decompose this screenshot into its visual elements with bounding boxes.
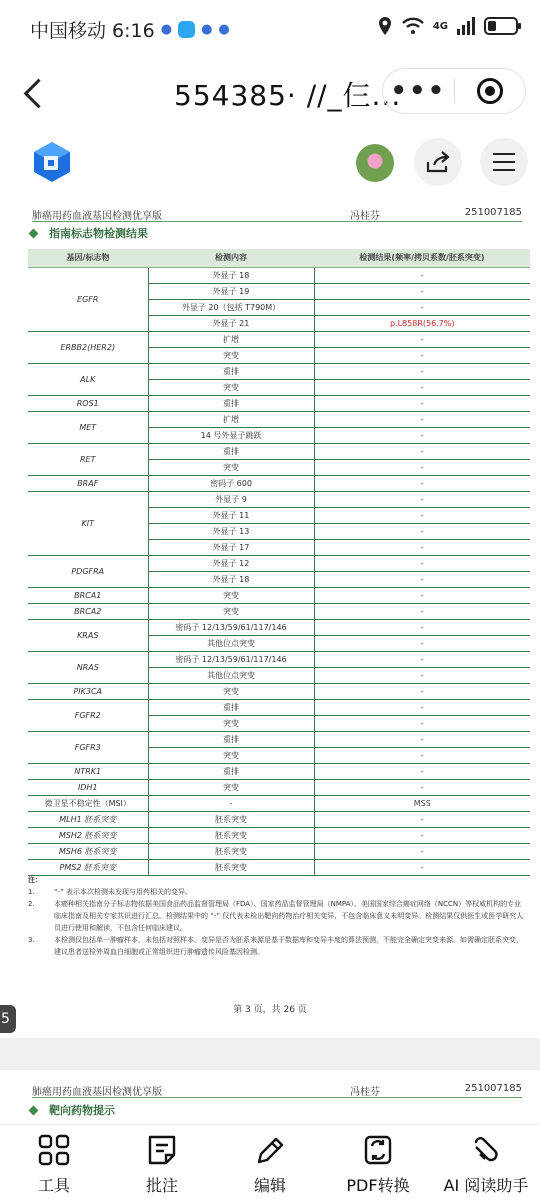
test-content-cell: 突变 [148, 603, 314, 619]
signal-icon [456, 17, 476, 35]
table-row [28, 267, 530, 283]
test-content-cell: 外显子 17 [148, 539, 314, 555]
note-item: 1. “-” 表示本次检测未发现与用药相关的变异。 [28, 888, 193, 896]
back-button[interactable] [18, 72, 50, 112]
note-item: 2. 本癌种相关指南分子标志物依据美国食品药品监督管理局（FDA）、国家药品监督管理局（NMPA）、美国国家综合癌症网络（NCCN）等权威机构的专业临床指南及相关专家共识进行汇总。检测结果中的 “-” 仅代表未检出靶向药物治疗相关变异，不包含临床意义未明变异。检测结果仅供医生或医学研究人员进行使用和解读，不包含任何临床建议。 [28, 900, 524, 932]
table-row [28, 395, 530, 411]
test-result-cell: p.L858R(56.7%) [314, 315, 530, 331]
test-content-cell: 重排 [148, 363, 314, 379]
test-content-cell: 胚系突变 [148, 859, 314, 875]
test-content-cell: 重排 [148, 731, 314, 747]
test-result-cell: - [314, 555, 530, 571]
gene-name-cell: NTRK1 [28, 763, 148, 779]
table-row [28, 779, 530, 795]
test-result-cell: - [314, 571, 530, 587]
tools-button[interactable]: 工具 [0, 1125, 108, 1200]
carrier-time: 中国移动 6:16 [30, 20, 155, 42]
gene-name-cell: KRAS [28, 619, 148, 651]
more-options-button[interactable]: ••• [390, 76, 447, 106]
test-result-cell: - [314, 443, 530, 459]
test-content-cell: 重排 [148, 395, 314, 411]
test-result-cell: - [314, 411, 530, 427]
test-content-cell: 其他位点突变 [148, 635, 314, 651]
share-button[interactable] [414, 138, 462, 186]
document-title: 554385· ∕∕_仨... [174, 79, 402, 112]
message-app-icon [178, 21, 195, 38]
close-miniprogram-button[interactable] [455, 78, 526, 104]
table-row [28, 443, 530, 459]
test-result-cell: - [314, 523, 530, 539]
grid-icon [36, 1133, 72, 1167]
test-content-cell: 扩增 [148, 331, 314, 347]
table-row [28, 699, 530, 715]
gene-name-cell: BRCA1 [28, 587, 148, 603]
gene-name-cell: EGFR [28, 267, 148, 331]
test-content-cell: 外显子 19 [148, 283, 314, 299]
table-row [28, 603, 530, 619]
test-result-cell: - [314, 427, 530, 443]
gene-name-cell: BRAF [28, 475, 148, 491]
target-icon [477, 78, 503, 104]
marker-results-table [28, 249, 530, 876]
test-result-cell: - [314, 491, 530, 507]
test-result-cell: - [314, 715, 530, 731]
test-result-cell: - [314, 699, 530, 715]
section-title: 指南标志物检测结果 [30, 225, 148, 241]
test-result-cell: - [314, 651, 530, 667]
gene-name-cell: 微卫星不稳定性（MSI） [28, 795, 148, 811]
mini-program-capsule [382, 68, 526, 114]
gene-name-cell: ALK [28, 363, 148, 395]
gene-name-cell: ERBB2(HER2) [28, 331, 148, 363]
notes-heading: 注： [28, 876, 42, 884]
test-content-cell: 密码子 12/13/59/61/117/146 [148, 651, 314, 667]
gene-name-cell: RET [28, 443, 148, 475]
hamburger-icon [493, 153, 515, 171]
paw-notification-icon: ● [218, 22, 230, 37]
pdf-convert-icon [360, 1133, 396, 1167]
test-content-cell: 外显子 13 [148, 523, 314, 539]
title-bar [0, 58, 540, 126]
diamond-icon [29, 1105, 39, 1115]
table-header-row [28, 249, 530, 267]
page-edge-tab[interactable]: 5 [0, 1005, 16, 1033]
column-header: 检测内容 [148, 249, 314, 267]
gene-name-cell: IDH1 [28, 779, 148, 795]
table-row [28, 475, 530, 491]
report-title: 肺癌用药血液基因检测优享版 [32, 211, 162, 222]
report-id: 251007185 [464, 207, 522, 218]
gene-name-cell: MSH6 胚系突变 [28, 843, 148, 859]
gene-name-cell: PDGFRA [28, 555, 148, 587]
test-content-cell: 胚系突变 [148, 827, 314, 843]
table-row [28, 731, 530, 747]
paw-notification-icon: ● [201, 22, 213, 37]
test-result-cell: - [314, 539, 530, 555]
test-result-cell: - [314, 843, 530, 859]
bottom-toolbar [0, 1124, 540, 1200]
table-row [28, 763, 530, 779]
user-avatar[interactable] [356, 144, 394, 182]
app-toolbar [0, 126, 540, 200]
report-id: 251007185 [464, 1083, 522, 1094]
edit-button[interactable]: 编辑 [216, 1125, 324, 1200]
test-result-cell: - [314, 507, 530, 523]
gene-name-cell: KIT [28, 491, 148, 555]
notes-section [28, 874, 528, 958]
gene-name-cell: NRAS [28, 651, 148, 683]
pdf-convert-button[interactable]: PDF转换 [324, 1125, 432, 1200]
test-result-cell: - [314, 779, 530, 795]
test-result-cell: - [314, 859, 530, 875]
test-content-cell: 外显子 12 [148, 555, 314, 571]
test-result-cell: - [314, 475, 530, 491]
test-result-cell: - [314, 763, 530, 779]
column-header: 检测结果(频率/拷贝系数/胚系突变) [314, 249, 530, 267]
table-row [28, 619, 530, 635]
test-result-cell: - [314, 459, 530, 475]
gene-name-cell: MLH1 胚系突变 [28, 811, 148, 827]
note-item: 3. 本检测仅包括单一肿瘤样本，未包括对照样本。变异是否为胚系来源是基于数据库和变异丰度的算法预测，不能完全确定突变来源。如需确定胚系突变，建议患者送检外周血白细胞或正常组织进行肿瘤遗传风险基因检测。 [28, 936, 523, 956]
gene-name-cell: MET [28, 411, 148, 443]
patient-name: 冯桂芬 [350, 211, 380, 222]
test-result-cell: - [314, 587, 530, 603]
test-content-cell: 外显子 11 [148, 507, 314, 523]
page-number: 第 3 页，共 26 页 [233, 1005, 307, 1015]
annotate-button[interactable]: 批注 [108, 1125, 216, 1200]
test-content-cell: 重排 [148, 699, 314, 715]
test-result-cell: - [314, 379, 530, 395]
test-result-cell: - [314, 811, 530, 827]
table-row [28, 491, 530, 507]
table-row [28, 555, 530, 571]
document-page [0, 200, 540, 1038]
test-content-cell: - [148, 795, 314, 811]
page-header [32, 1082, 522, 1098]
test-content-cell: 突变 [148, 587, 314, 603]
test-content-cell: 突变 [148, 779, 314, 795]
test-result-cell: - [314, 331, 530, 347]
diamond-icon [29, 228, 39, 238]
menu-button[interactable] [480, 138, 528, 186]
test-content-cell: 密码子 12/13/59/61/117/146 [148, 619, 314, 635]
test-content-cell: 胚系突变 [148, 811, 314, 827]
gene-name-cell: PMS2 胚系突变 [28, 859, 148, 875]
test-result-cell: - [314, 827, 530, 843]
section-title: 靶向药物提示 [30, 1102, 115, 1118]
status-bar [0, 0, 540, 58]
test-content-cell: 外显子 18 [148, 571, 314, 587]
ai-assistant-button[interactable]: AI 阅读助手 [432, 1125, 540, 1200]
table-row [28, 827, 530, 843]
test-content-cell: 密码子 600 [148, 475, 314, 491]
test-result-cell: - [314, 747, 530, 763]
test-content-cell: 其他位点突变 [148, 667, 314, 683]
table-row [28, 859, 530, 875]
test-content-cell: 扩增 [148, 411, 314, 427]
test-result-cell: - [314, 395, 530, 411]
gene-name-cell: FGFR2 [28, 699, 148, 731]
page-header [32, 206, 522, 222]
test-content-cell: 胚系突变 [148, 843, 314, 859]
pen-icon [252, 1133, 288, 1167]
test-content-cell: 突变 [148, 747, 314, 763]
battery-icon [484, 17, 518, 35]
test-result-cell: - [314, 731, 530, 747]
location-icon [377, 16, 393, 36]
test-content-cell: 重排 [148, 763, 314, 779]
test-result-cell: - [314, 667, 530, 683]
test-content-cell: 外显子 21 [148, 315, 314, 331]
test-result-cell: - [314, 635, 530, 651]
test-content-cell: 突变 [148, 379, 314, 395]
test-result-cell: - [314, 619, 530, 635]
table-row [28, 651, 530, 667]
test-content-cell: 14 号外显子跳跃 [148, 427, 314, 443]
gene-name-cell: ROS1 [28, 395, 148, 411]
table-row [28, 363, 530, 379]
test-result-cell: - [314, 603, 530, 619]
test-content-cell: 突变 [148, 459, 314, 475]
test-content-cell: 突变 [148, 683, 314, 699]
gene-name-cell: PIK3CA [28, 683, 148, 699]
ai-assistant-icon [468, 1133, 504, 1167]
test-content-cell: 重排 [148, 443, 314, 459]
table-body [28, 267, 530, 875]
gene-name-cell: BRCA2 [28, 603, 148, 619]
test-result-cell: - [314, 363, 530, 379]
page-gap [0, 1038, 540, 1070]
gene-name-cell: MSH2 胚系突变 [28, 827, 148, 843]
test-result-cell: - [314, 267, 530, 283]
test-content-cell: 突变 [148, 715, 314, 731]
app-logo-icon [30, 140, 74, 184]
table-row [28, 331, 530, 347]
test-result-cell: MSS [314, 795, 530, 811]
table-row [28, 587, 530, 603]
next-document-page [0, 1070, 540, 1124]
test-content-cell: 突变 [148, 347, 314, 363]
test-content-cell: 外显子 18 [148, 267, 314, 283]
report-title: 肺癌用药血液基因检测优享版 [32, 1087, 162, 1098]
network-label: 4G [432, 20, 448, 32]
test-content-cell: 外显子 20（包括 T790M） [148, 299, 314, 315]
paw-notification-icon: ● [160, 22, 173, 37]
gene-name-cell: FGFR3 [28, 731, 148, 763]
test-result-cell: - [314, 283, 530, 299]
patient-name: 冯桂芬 [350, 1087, 380, 1098]
table-row [28, 811, 530, 827]
test-content-cell: 外显子 9 [148, 491, 314, 507]
test-result-cell: - [314, 347, 530, 363]
annotate-icon [144, 1133, 180, 1167]
test-result-cell: - [314, 299, 530, 315]
table-row [28, 411, 530, 427]
table-row [28, 843, 530, 859]
wifi-icon [401, 17, 425, 35]
share-icon [425, 150, 451, 174]
column-header: 基因/标志物 [28, 249, 148, 267]
table-row [28, 795, 530, 811]
table-row [28, 683, 530, 699]
test-result-cell: - [314, 683, 530, 699]
